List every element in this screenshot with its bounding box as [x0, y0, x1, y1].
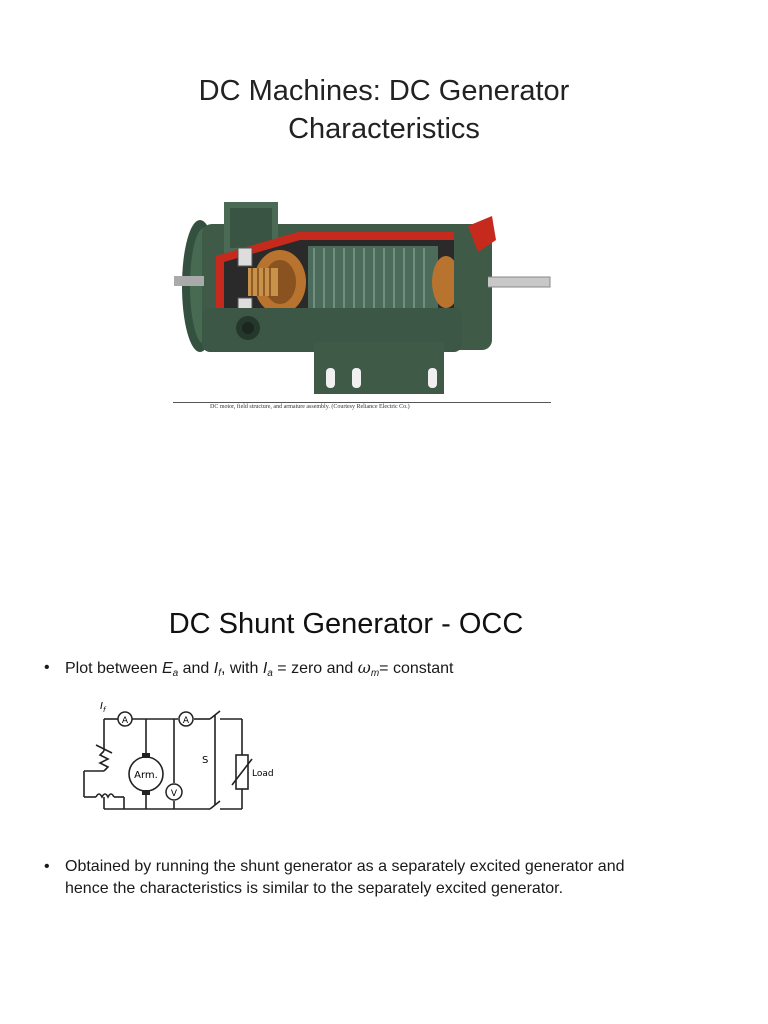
ammeter-1-label: A: [121, 716, 129, 726]
slide-1-title: [0, 72, 768, 148]
slide-2: [0, 512, 768, 1024]
field-current-label: $I_f$: [100, 701, 106, 714]
bullet-dot: •: [44, 659, 50, 676]
title-line-2: Characteristics: [288, 113, 480, 145]
load-label: Load: [252, 769, 274, 779]
slide-2-title: DC Shunt Generator - OCC: [168, 608, 524, 640]
bullet-dot: •: [44, 858, 50, 875]
voltmeter-label: V: [170, 789, 178, 799]
image-caption: DC motor, field structure, and armature assembly. (Courtesy Reliance Electric Co.): [210, 404, 410, 410]
bullet-1-text: Plot between $E_a$ and $I_f$, with $I_a$ = zero and $\omega_m=$ constant: [65, 658, 454, 679]
title-line-1: DC Machines: DC Generator: [198, 75, 570, 107]
dc-motor-cutaway-image: [168, 196, 568, 414]
bullet-occ-method: [44, 856, 664, 904]
switch-label: S: [202, 755, 209, 766]
bullet-2-text: Obtained by running the shunt generator as a separately excited generator and hence the characteristics is similar to the separately excited generator.: [65, 858, 625, 897]
ammeter-2-label: A: [182, 716, 190, 726]
shunt-generator-circuit-diagram: [74, 697, 284, 837]
caption-rule: [173, 402, 551, 403]
armature-label: Arm.: [134, 770, 158, 781]
bullet-occ-definition: [44, 657, 604, 681]
